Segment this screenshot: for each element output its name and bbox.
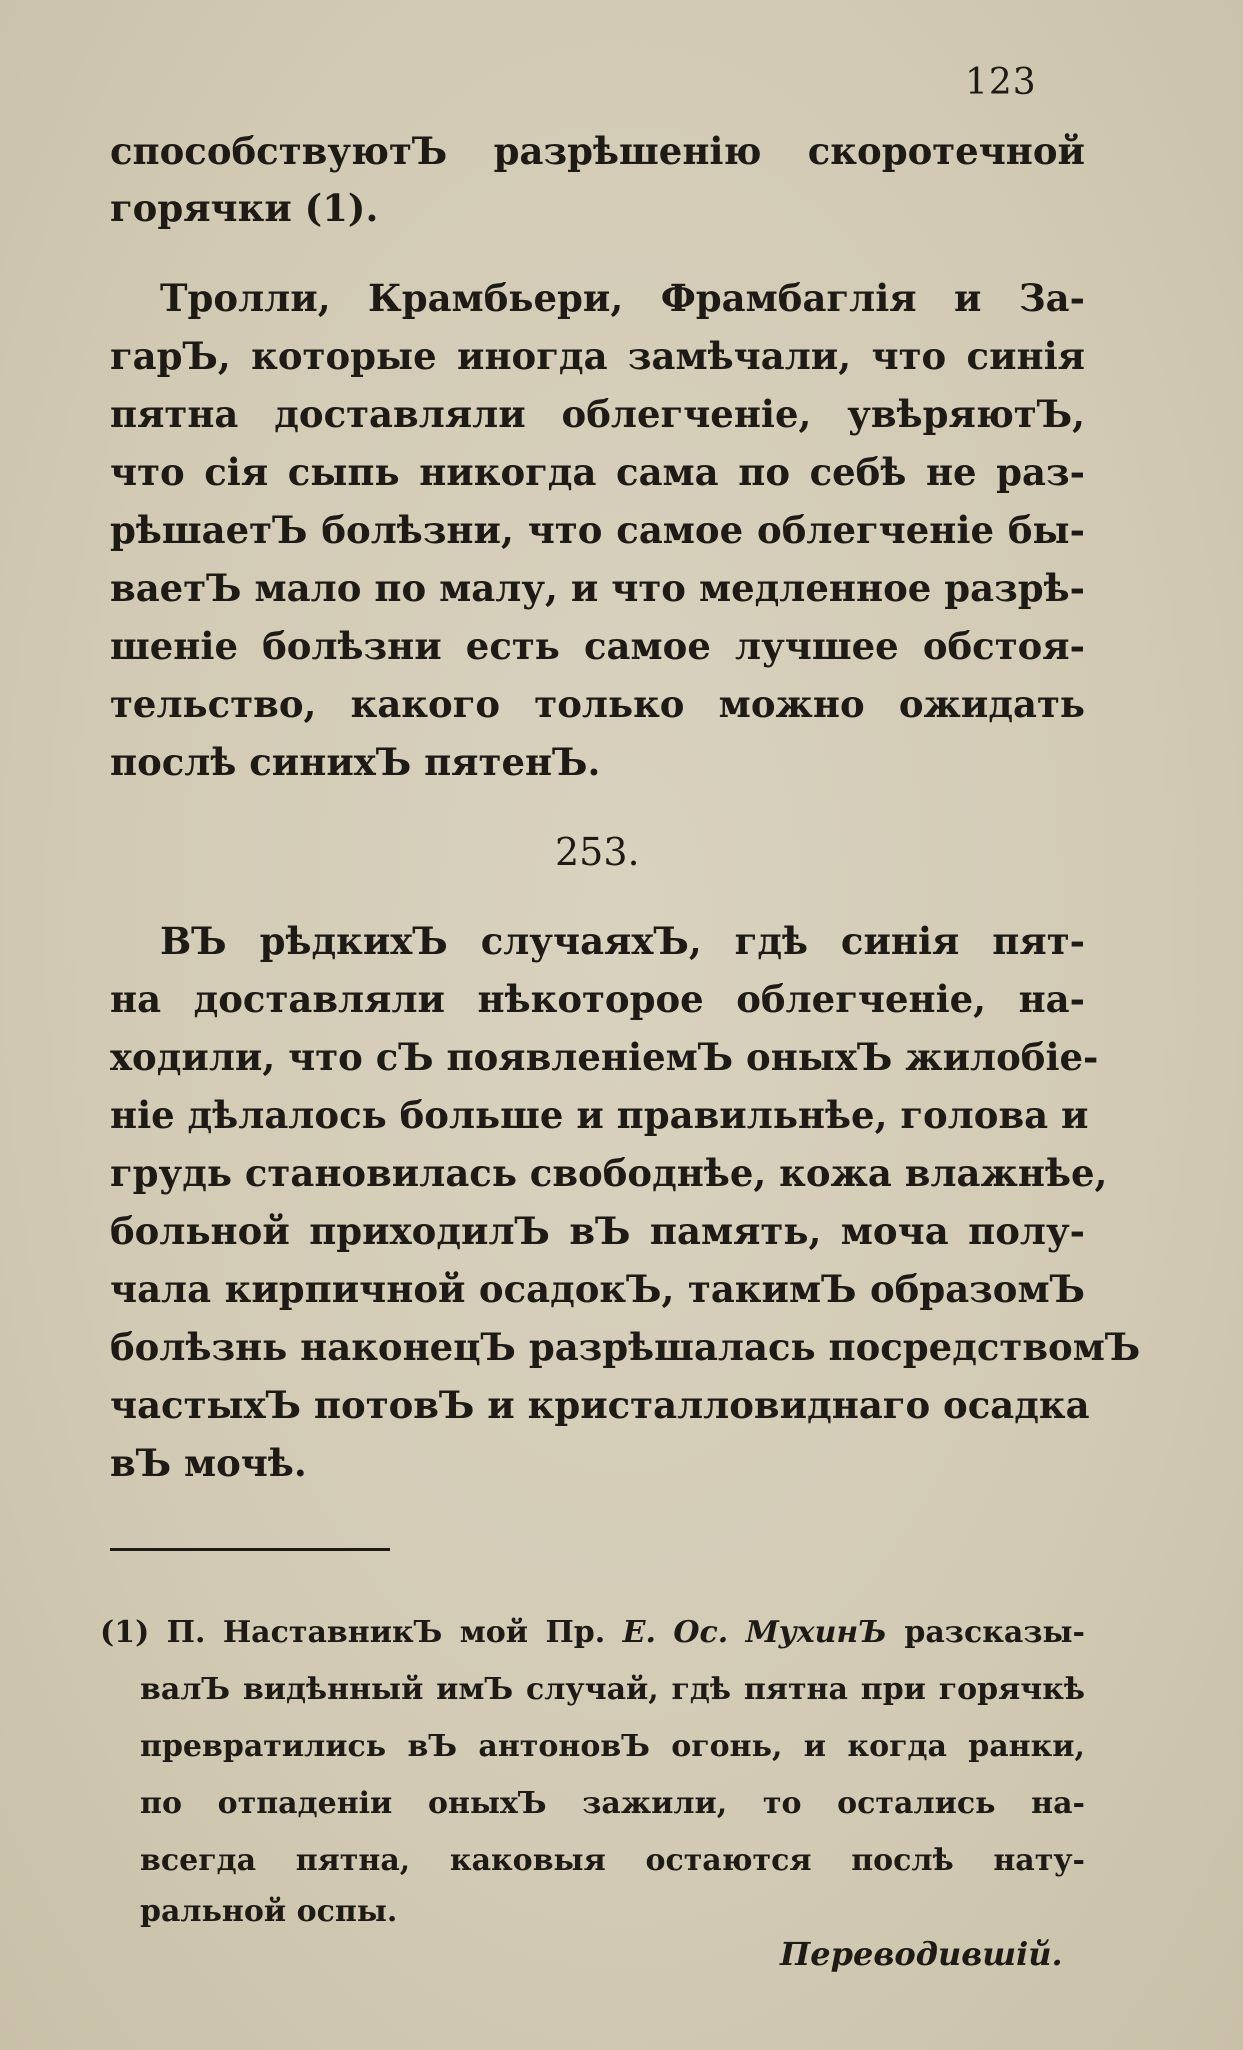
footnote-line: [100, 1615, 1085, 1650]
text-line: больной приходилЪ вЪ память, моча полу-: [110, 1209, 1085, 1253]
footnote-line: ральной оспы.: [140, 1894, 398, 1929]
translator-signature: Переводившій.: [780, 1935, 1063, 1973]
text-line: ВЪ рѣдкихЪ случаяхЪ, гдѣ синія пят-: [160, 919, 1085, 963]
text-line: тельство, какого только можно ожидать: [110, 682, 1085, 726]
text-line: послѣ синихЪ пятенЪ.: [110, 740, 601, 784]
text-line: ваетЪ мало по малу, и что медленное разрѣ-: [110, 566, 1085, 610]
footnote-line: превратились вЪ антоновЪ огонь, и когда ранки,: [140, 1729, 1085, 1764]
text-line: на доставляли нѣкоторое облегченіе, на-: [110, 977, 1085, 1021]
footnote-line: всегда пятна, каковыя остаются послѣ нату-: [140, 1843, 1085, 1878]
page-number: 123: [965, 62, 1037, 103]
footnote-line: по отпаденіи оныхЪ зажили, то остались на-: [140, 1786, 1085, 1821]
text-line: вЪ мочѣ.: [110, 1441, 307, 1485]
text-line: чала кирпичной осадокЪ, такимЪ образомЪ: [110, 1267, 1085, 1311]
footnote-rule: [110, 1548, 390, 1551]
text-line: болѣзнь наконецЪ разрѣшалась посредствомЪ: [110, 1325, 1141, 1369]
text-line: шеніе болѣзни есть самое лучшее обстоя-: [110, 624, 1085, 668]
text-line: грудь становилась свободнѣе, кожа влажнѣе,: [110, 1151, 1108, 1195]
footnote-line: валЪ видѣнный имЪ случай, гдѣ пятна при горячкѣ: [140, 1672, 1085, 1707]
footnote-text: (1) П. НаставникЪ мой Пр.: [100, 1615, 623, 1650]
text-line: Тролли, Крамбьери, Фрамбаглія и За-: [160, 276, 1085, 320]
text-line: горячки (1).: [110, 186, 379, 230]
text-line: частыхЪ потовЪ и кристалловиднаго осадка: [110, 1383, 1090, 1427]
text-line: ходили, что сЪ появленіемЪ оныхЪ жилобіе-: [110, 1035, 1099, 1079]
text-line: пятна доставляли облегченіе, увѣряютЪ,: [110, 392, 1085, 436]
text-line: ніе дѣлалось больше и правильнѣе, голова и: [110, 1093, 1089, 1137]
text-line: рѣшаетЪ болѣзни, что самое облегченіе бы-: [110, 508, 1085, 552]
footnote-author-name: Е. Ос. МухинЪ: [622, 1615, 887, 1650]
section-number: 253.: [555, 830, 640, 874]
text-line: способствуютЪ разрѣшенію скоротечной: [110, 129, 1085, 173]
text-line: что сія сыпь никогда сама по себѣ не раз-: [110, 450, 1085, 494]
text-line: гарЪ, которые иногда замѣчали, что синія: [110, 334, 1085, 378]
footnote-text: разсказы-: [886, 1615, 1085, 1650]
